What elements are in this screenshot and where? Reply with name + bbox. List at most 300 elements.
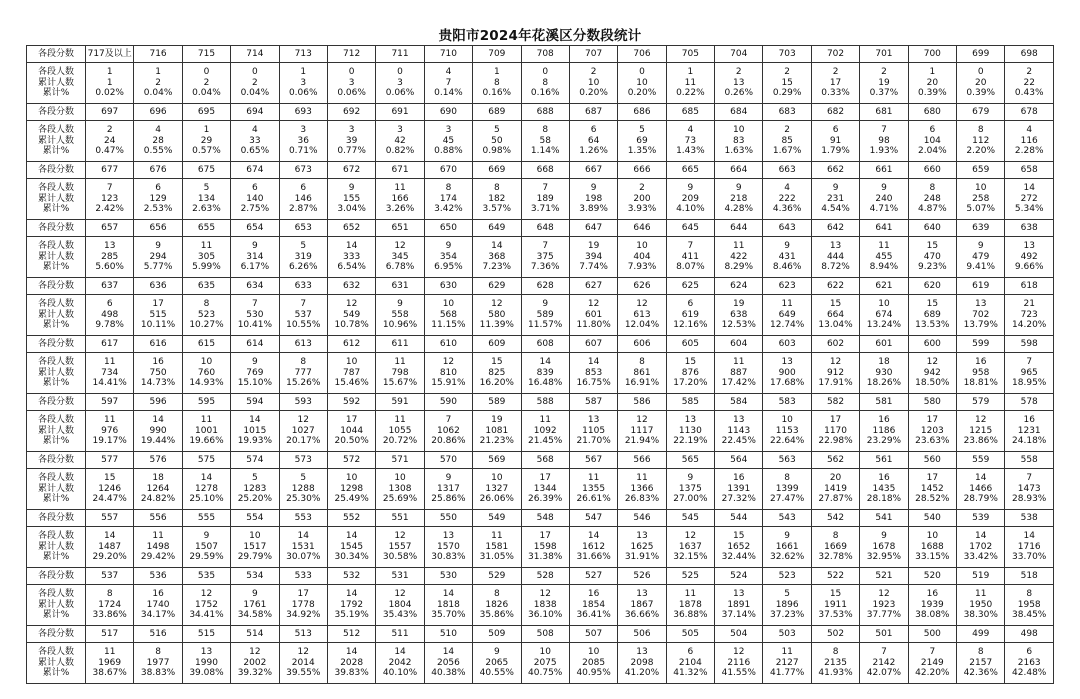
score-cell: 673	[279, 162, 327, 179]
cumulative-value: 13	[733, 77, 745, 88]
percent-value: 34.58%	[237, 610, 273, 621]
cumulative-value: 20	[975, 77, 987, 88]
stats-cell	[569, 643, 617, 684]
percent-value: 29.79%	[237, 552, 273, 563]
cumulative-value: 1838	[533, 599, 557, 610]
cumulative-value: 91	[829, 135, 842, 146]
count-value: 13	[200, 647, 213, 658]
cumulative-value: 17	[829, 77, 842, 88]
stats-cell	[231, 353, 279, 394]
count-value: 14	[587, 531, 600, 542]
percent-value: 33.15%	[915, 552, 950, 563]
stats-cell	[473, 527, 521, 568]
percent-value: 40.95%	[576, 668, 611, 679]
cumulative-value: 942	[923, 367, 941, 378]
percent-label: 累计%	[42, 88, 70, 99]
score-cell: 617	[86, 336, 134, 353]
stats-cell	[327, 295, 375, 336]
cumulative-value: 45	[442, 135, 455, 146]
percent-value: 15.46%	[334, 378, 369, 389]
count-value: 3	[300, 125, 307, 136]
score-cell: 631	[376, 278, 424, 295]
count-value: 12	[733, 647, 745, 658]
cumulative-value: 1473	[1017, 483, 1041, 494]
count-value: 19	[491, 415, 503, 426]
count-value: 13	[975, 299, 987, 310]
percent-value: 27.00%	[673, 494, 708, 505]
score-cell: 530	[424, 568, 472, 585]
stats-row	[27, 295, 1054, 336]
cumulative-value: 2135	[824, 657, 847, 668]
score-cell: 561	[860, 452, 908, 469]
stats-cell	[860, 411, 908, 452]
score-cell: 620	[908, 278, 956, 295]
stats-cell	[134, 121, 182, 162]
percent-value: 32.15%	[673, 552, 708, 563]
score-cell: 702	[811, 46, 859, 63]
count-value: 12	[539, 589, 551, 600]
cumulative-value: 240	[875, 193, 893, 204]
percent-value: 18.81%	[963, 378, 998, 389]
percent-value: 18.50%	[915, 378, 950, 389]
page-title: 贵阳市2024年花溪区分数段统计	[438, 28, 642, 44]
stats-cell	[376, 527, 424, 568]
percent-value: 27.87%	[818, 494, 853, 505]
count-value: 13	[829, 241, 842, 252]
score-cell: 656	[134, 220, 182, 237]
stats-cell	[182, 121, 230, 162]
percent-value: 35.86%	[479, 610, 514, 621]
count-value: 16	[1023, 415, 1035, 426]
count-value: 9	[881, 183, 887, 194]
count-value: 5	[639, 125, 645, 136]
count-value: 17	[829, 415, 842, 426]
stats-cell	[231, 411, 279, 452]
cumulative-value: 2163	[1017, 657, 1041, 668]
score-cell: 564	[715, 452, 763, 469]
cumulative-value: 1055	[388, 425, 412, 436]
percent-value: 16.48%	[528, 378, 563, 389]
count-value: 14	[491, 241, 503, 252]
score-row	[27, 278, 1054, 295]
count-value: 16	[975, 357, 987, 368]
cumulative-value: 2085	[582, 657, 606, 668]
count-value: 0	[977, 67, 984, 78]
percent-value: 42.36%	[963, 668, 998, 679]
score-cell: 522	[811, 568, 859, 585]
cumulative-value: 1130	[678, 425, 702, 436]
percent-value: 6.78%	[385, 262, 415, 273]
cumulative-value: 515	[149, 309, 167, 320]
cumulative-value: 750	[149, 367, 167, 378]
score-cell: 512	[327, 626, 375, 643]
percent-value: 2.28%	[1014, 146, 1044, 157]
cumulative-value: 314	[246, 251, 264, 262]
stats-row	[27, 643, 1054, 684]
score-cell: 674	[231, 162, 279, 179]
score-cell: 531	[376, 568, 424, 585]
percent-value: 39.83%	[334, 668, 369, 679]
percent-value: 0.14%	[434, 88, 463, 99]
stats-cell	[666, 585, 714, 626]
count-label: 各段人数	[37, 473, 74, 484]
count-label: 各段人数	[37, 415, 74, 426]
score-cell: 584	[715, 394, 763, 411]
cumulative-value: 1062	[436, 425, 460, 436]
percent-value: 10.78%	[334, 320, 369, 331]
cumulative-value: 479	[972, 251, 990, 262]
cumulative-value: 1344	[533, 483, 557, 494]
stats-cell	[860, 237, 908, 278]
percent-value: 2.63%	[192, 204, 221, 215]
percent-value: 1.79%	[821, 146, 850, 157]
stats-cell	[860, 295, 908, 336]
stats-cell	[327, 469, 375, 510]
percent-value: 6.26%	[288, 262, 318, 273]
percent-value: 20.72%	[382, 436, 418, 447]
score-cell: 506	[618, 626, 666, 643]
score-cell: 671	[376, 162, 424, 179]
score-cell: 616	[134, 336, 182, 353]
percent-value: 22.98%	[818, 436, 853, 447]
count-label: 各段人数	[37, 67, 74, 78]
percent-value: 9.66%	[1014, 262, 1044, 273]
stats-cell	[231, 469, 279, 510]
count-value: 11	[200, 415, 213, 426]
cumulative-value: 166	[391, 193, 409, 204]
count-value: 5	[203, 183, 210, 194]
count-value: 18	[878, 357, 890, 368]
count-value: 11	[103, 357, 116, 368]
percent-value: 24.18%	[1012, 436, 1047, 447]
stats-label-cell	[27, 179, 86, 220]
score-cell: 606	[618, 336, 666, 353]
cumulative-value: 1778	[291, 599, 315, 610]
cumulative-value: 1466	[969, 483, 993, 494]
count-value: 9	[155, 241, 161, 252]
stats-cell	[715, 643, 763, 684]
stats-cell	[715, 237, 763, 278]
stats-cell	[715, 527, 763, 568]
stats-cell	[134, 237, 182, 278]
cumulative-value: 319	[294, 251, 312, 262]
cumulative-value: 664	[826, 309, 845, 320]
score-cell: 622	[811, 278, 859, 295]
stats-cell	[569, 179, 617, 220]
cumulative-value: 305	[197, 251, 216, 262]
score-cell: 589	[473, 394, 521, 411]
count-value: 10	[733, 125, 745, 136]
cumulative-value: 1702	[969, 541, 993, 552]
stats-cell	[1005, 295, 1054, 336]
count-value: 14	[297, 531, 309, 542]
stats-cell	[327, 63, 375, 104]
score-cell: 555	[182, 510, 230, 527]
stats-label-cell	[27, 643, 86, 684]
percent-value: 25.30%	[286, 494, 321, 505]
score-cell: 644	[715, 220, 763, 237]
percent-value: 36.10%	[528, 610, 563, 621]
count-value: 1	[929, 67, 936, 78]
cumulative-value: 10	[587, 77, 600, 88]
count-value: 14	[539, 357, 551, 368]
stats-cell	[86, 237, 134, 278]
stats-cell	[860, 527, 908, 568]
score-cell: 685	[666, 104, 714, 121]
score-row	[27, 452, 1054, 469]
stats-cell	[666, 295, 714, 336]
count-value: 8	[639, 357, 645, 368]
percent-value: 15.67%	[382, 378, 418, 389]
score-cell: 534	[231, 568, 279, 585]
score-cell: 538	[1005, 510, 1054, 527]
count-value: 13	[1023, 241, 1035, 252]
percent-value: 34.92%	[286, 610, 321, 621]
score-cell: 501	[860, 626, 908, 643]
count-value: 11	[781, 647, 793, 658]
count-value: 13	[733, 415, 745, 426]
cumulative-value: 1375	[678, 483, 702, 494]
stats-cell	[715, 295, 763, 336]
percent-value: 29.42%	[140, 552, 176, 563]
cumulative-value: 580	[488, 309, 506, 320]
cumulative-value: 549	[343, 309, 361, 320]
cumulative-value: 825	[488, 367, 506, 378]
stats-cell	[86, 411, 134, 452]
score-cell: 699	[957, 46, 1005, 63]
stats-cell	[521, 585, 569, 626]
percent-value: 0.47%	[95, 146, 124, 157]
count-value: 9	[445, 473, 452, 484]
stats-cell	[569, 295, 617, 336]
cumulative-value: 2065	[485, 657, 509, 668]
cumulative-value: 1688	[920, 541, 944, 552]
score-cell: 510	[424, 626, 472, 643]
stats-cell	[666, 179, 714, 220]
cumulative-value: 15	[781, 77, 793, 88]
percent-value: 40.75%	[528, 668, 563, 679]
count-value: 16	[878, 415, 890, 426]
score-cell: 698	[1005, 46, 1054, 63]
count-value: 6	[1026, 647, 1033, 658]
percent-value: 15.26%	[286, 378, 321, 389]
stats-row	[27, 469, 1054, 510]
count-value: 1	[203, 125, 210, 136]
stats-cell	[86, 295, 134, 336]
cumulative-value: 1117	[630, 425, 654, 436]
percent-value: 4.36%	[772, 204, 802, 215]
score-cell: 585	[666, 394, 714, 411]
percent-value: 5.60%	[95, 262, 124, 273]
stats-cell	[811, 63, 859, 104]
cumulative-value: 1246	[98, 483, 122, 494]
stats-cell	[569, 237, 617, 278]
percent-value: 30.34%	[334, 552, 369, 563]
score-cell: 621	[860, 278, 908, 295]
count-value: 17	[539, 531, 551, 542]
cumulative-value: 11	[684, 77, 697, 88]
stats-cell	[1005, 121, 1054, 162]
stats-cell	[279, 527, 327, 568]
stats-cell	[473, 179, 521, 220]
percent-value: 4.10%	[676, 204, 705, 215]
count-value: 12	[394, 589, 406, 600]
score-cell: 670	[424, 162, 472, 179]
count-value: 6	[832, 125, 839, 136]
count-value: 6	[300, 183, 307, 194]
score-cell: 566	[618, 452, 666, 469]
score-row	[27, 394, 1054, 411]
percent-value: 37.14%	[721, 610, 756, 621]
stats-cell	[424, 63, 472, 104]
score-cell: 633	[279, 278, 327, 295]
score-row	[27, 220, 1054, 237]
stats-cell	[521, 643, 569, 684]
cumulative-value: 272	[1020, 193, 1038, 204]
stats-cell	[376, 63, 424, 104]
score-cell: 526	[618, 568, 666, 585]
cumulative-value: 930	[875, 367, 893, 378]
score-cell: 588	[521, 394, 569, 411]
score-cell: 700	[908, 46, 956, 63]
stats-cell	[327, 237, 375, 278]
stats-cell	[473, 643, 521, 684]
count-value: 4	[155, 125, 161, 136]
percent-value: 31.66%	[576, 552, 611, 563]
count-value: 1	[106, 67, 113, 78]
cumulative-value: 492	[1020, 251, 1038, 262]
score-cell: 691	[376, 104, 424, 121]
count-value: 14	[249, 415, 261, 426]
cumulative-value: 523	[197, 309, 216, 320]
count-value: 11	[103, 647, 116, 658]
count-value: 3	[348, 125, 355, 136]
count-value: 7	[929, 647, 936, 658]
stats-label-cell	[27, 353, 86, 394]
percent-value: 11.39%	[479, 320, 514, 331]
cumulative-label: 累计人数	[37, 367, 74, 378]
cumulative-value: 1081	[485, 425, 509, 436]
stats-cell	[182, 295, 230, 336]
percent-value: 0.98%	[482, 146, 512, 157]
score-cell: 556	[134, 510, 182, 527]
stats-label-cell	[27, 121, 86, 162]
percent-value: 29.59%	[189, 552, 224, 563]
percent-value: 27.32%	[721, 494, 756, 505]
stats-cell	[279, 411, 327, 452]
count-value: 14	[345, 531, 358, 542]
score-label-cell: 各段分数	[27, 104, 86, 121]
stats-row	[27, 527, 1054, 568]
cumulative-value: 1598	[533, 541, 557, 552]
count-value: 9	[881, 531, 887, 542]
percent-label: 累计%	[42, 378, 70, 389]
percent-value: 1.93%	[869, 146, 899, 157]
score-cell: 669	[473, 162, 521, 179]
count-label: 各段人数	[37, 647, 74, 658]
cumulative-value: 354	[439, 251, 458, 262]
score-cell: 703	[763, 46, 811, 63]
stats-cell	[473, 63, 521, 104]
count-value: 11	[152, 531, 164, 542]
percent-value: 8.46%	[772, 262, 802, 273]
stats-cell	[424, 643, 472, 684]
score-cell: 707	[569, 46, 617, 63]
percent-value: 29.20%	[92, 552, 127, 563]
count-value: 5	[300, 241, 307, 252]
percent-value: 14.73%	[140, 378, 176, 389]
score-cell: 517	[86, 626, 134, 643]
count-value: 1	[493, 67, 500, 78]
count-value: 4	[445, 67, 452, 78]
score-cell: 601	[860, 336, 908, 353]
cumulative-value: 619	[681, 309, 699, 320]
cumulative-value: 1435	[872, 483, 896, 494]
cumulative-value: 1	[106, 77, 113, 88]
count-value: 10	[636, 241, 648, 252]
cumulative-value: 1298	[340, 483, 364, 494]
cumulative-value: 50	[491, 135, 503, 146]
stats-label-cell	[27, 411, 86, 452]
score-cell: 683	[763, 104, 811, 121]
stats-cell	[1005, 237, 1054, 278]
score-cell: 711	[376, 46, 424, 63]
score-cell: 646	[618, 220, 666, 237]
score-cell: 581	[860, 394, 908, 411]
score-cell: 655	[182, 220, 230, 237]
cumulative-value: 1452	[920, 483, 944, 494]
percent-value: 1.14%	[530, 146, 560, 157]
cumulative-value: 8	[493, 77, 500, 88]
count-value: 9	[784, 531, 791, 542]
percent-value: 3.71%	[530, 204, 560, 215]
score-cell: 572	[327, 452, 375, 469]
cumulative-value: 530	[246, 309, 264, 320]
count-value: 15	[829, 589, 842, 600]
stats-cell	[908, 63, 956, 104]
percent-value: 10.27%	[189, 320, 224, 331]
percent-value: 7.74%	[579, 262, 608, 273]
stats-cell	[957, 353, 1005, 394]
stats-cell	[327, 179, 375, 220]
percent-value: 27.47%	[770, 494, 805, 505]
count-value: 11	[587, 473, 600, 484]
cumulative-label: 累计人数	[37, 541, 74, 552]
cumulative-value: 85	[781, 135, 793, 146]
score-row	[27, 104, 1054, 121]
percent-value: 22.45%	[721, 436, 756, 447]
percent-value: 22.64%	[770, 436, 805, 447]
stats-cell	[327, 121, 375, 162]
cumulative-value: 839	[536, 367, 554, 378]
stats-label-cell	[27, 585, 86, 626]
count-value: 7	[881, 125, 887, 136]
stats-cell	[763, 295, 811, 336]
stats-cell	[231, 585, 279, 626]
stats-cell	[860, 469, 908, 510]
count-value: 12	[636, 415, 648, 426]
percent-label: 累计%	[42, 668, 70, 679]
score-cell: 519	[957, 568, 1005, 585]
stats-cell	[424, 469, 472, 510]
score-cell: 600	[908, 336, 956, 353]
cumulative-value: 2	[203, 77, 210, 88]
score-cell: 642	[811, 220, 859, 237]
count-value: 16	[587, 589, 600, 600]
count-value: 10	[781, 415, 793, 426]
cumulative-value: 2028	[340, 657, 364, 668]
cumulative-value: 1637	[678, 541, 702, 552]
